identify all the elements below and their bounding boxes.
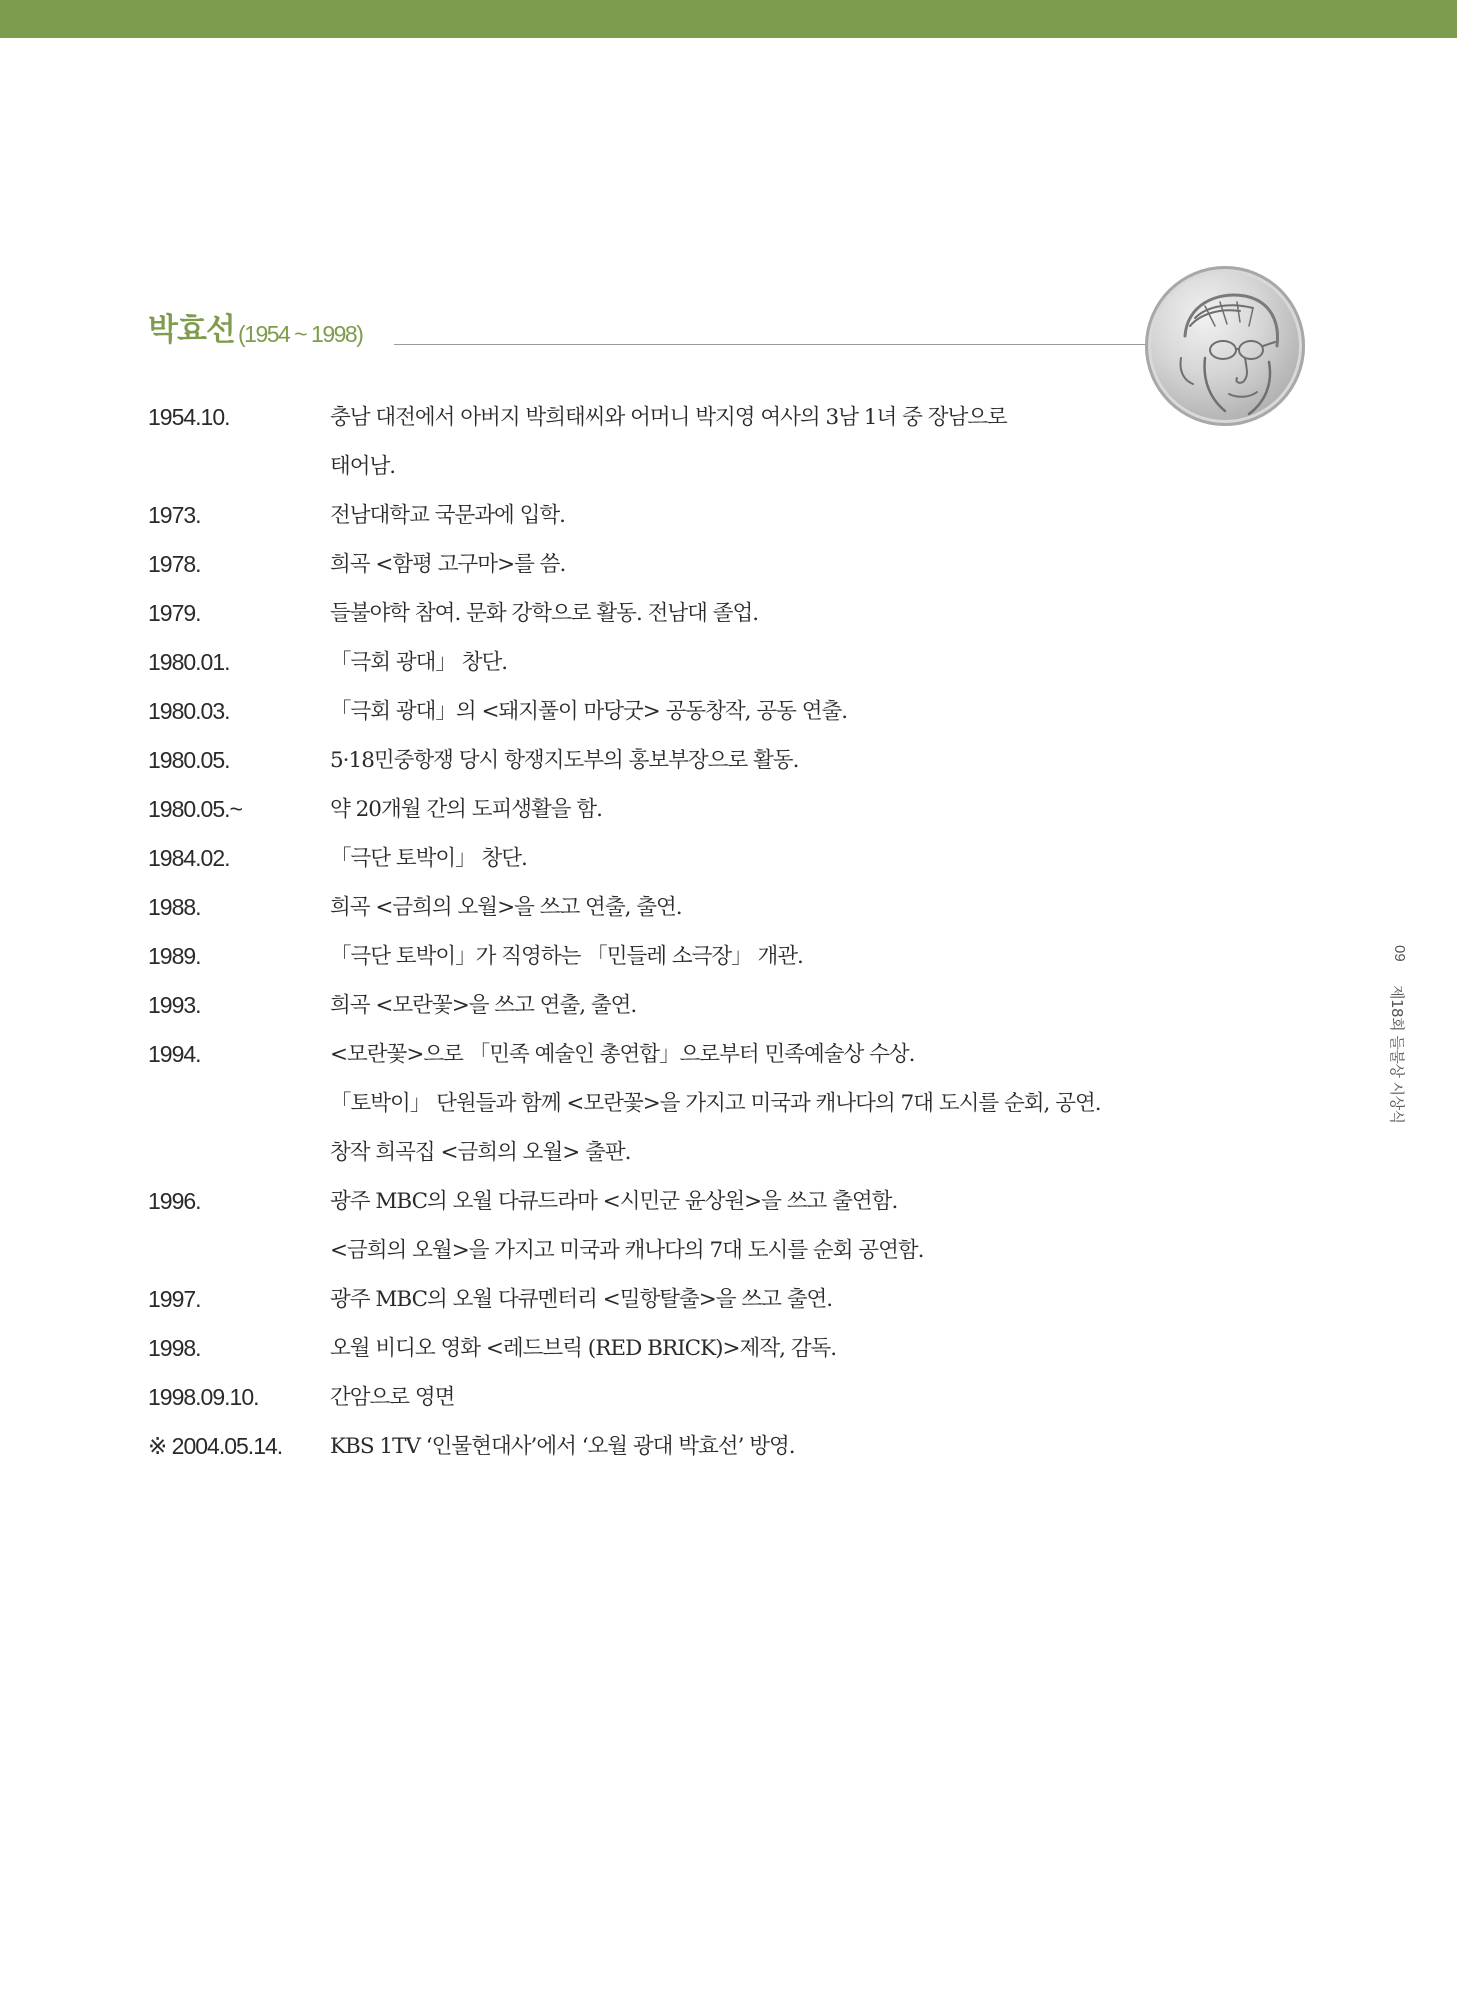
entry-line: 창작 희곡집 <금희의 오월> 출판. bbox=[330, 1140, 631, 1165]
entry-text bbox=[330, 834, 1198, 883]
entry-date: 1984.02. bbox=[148, 845, 230, 871]
timeline-entry bbox=[148, 393, 1198, 491]
entry-line: 들불야학 참여. 문화 강학으로 활동. 전남대 졸업. bbox=[330, 601, 759, 626]
entry-date: 1988. bbox=[148, 894, 201, 920]
side-running-header bbox=[1386, 945, 1416, 1155]
entry-text bbox=[330, 638, 1198, 687]
entry-line: 전남대학교 국문과에 입학. bbox=[330, 503, 565, 528]
entry-date: 1978. bbox=[148, 551, 201, 577]
timeline-entry bbox=[148, 736, 1198, 785]
entry-text bbox=[330, 1030, 1198, 1177]
entry-text bbox=[330, 1177, 1198, 1275]
entry-text bbox=[330, 981, 1198, 1030]
entry-date: 1998.09.10. bbox=[148, 1384, 259, 1410]
entry-line: 「극단 토박이」가 직영하는 「민들레 소극장」 개관. bbox=[330, 944, 803, 969]
timeline-entry bbox=[148, 883, 1198, 932]
entry-text bbox=[330, 540, 1198, 589]
running-title: 제18회 들불상 시상식 bbox=[1388, 985, 1406, 1124]
timeline-entry bbox=[148, 1030, 1198, 1177]
entry-line: 「극회 광대」 창단. bbox=[330, 650, 508, 675]
life-years: (1954 ~ 1998) bbox=[238, 321, 363, 347]
entry-date: 1980.03. bbox=[148, 698, 230, 724]
entry-line: 약 20개월 간의 도피생활을 함. bbox=[330, 797, 602, 822]
entry-line: 광주 MBC의 오월 다큐멘터리 <밀항탈출>을 쓰고 출연. bbox=[330, 1287, 833, 1312]
entry-line: 「극회 광대」의 <돼지풀이 마당굿> 공동창작, 공동 연출. bbox=[330, 699, 848, 724]
entry-text bbox=[330, 932, 1198, 981]
entry-line: 간암으로 영면 bbox=[330, 1385, 455, 1410]
entry-line: 희곡 <함평 고구마>를 씀. bbox=[330, 552, 566, 577]
entry-line: 태어남. bbox=[330, 454, 396, 479]
entry-text bbox=[330, 687, 1198, 736]
timeline-entry bbox=[148, 785, 1198, 834]
entry-date: 1989. bbox=[148, 943, 201, 969]
timeline-entry bbox=[148, 589, 1198, 638]
entry-line: 충남 대전에서 아버지 박희태씨와 어머니 박지영 여사의 3남 1녀 중 장남으로 bbox=[330, 405, 1007, 430]
entry-text bbox=[330, 1373, 1198, 1422]
person-name: 박효선 bbox=[148, 312, 235, 348]
entry-line: KBS 1TV ‘인물현대사’에서 ‘오월 광대 박효선’ 방영. bbox=[330, 1434, 795, 1459]
entry-date: 1993. bbox=[148, 992, 201, 1018]
entry-text bbox=[330, 491, 1198, 540]
top-color-bar bbox=[0, 0, 1457, 38]
entry-date: 1980.05. bbox=[148, 747, 230, 773]
timeline-entry bbox=[148, 1275, 1198, 1324]
page-number: 09 bbox=[1391, 945, 1408, 962]
entry-text bbox=[330, 883, 1198, 932]
timeline-entry bbox=[148, 1373, 1198, 1422]
entry-line: <금희의 오월>을 가지고 미국과 캐나다의 7대 도시를 순회 공연함. bbox=[330, 1238, 924, 1263]
entry-line: 희곡 <모란꽃>을 쓰고 연출, 출연. bbox=[330, 993, 637, 1018]
section-header bbox=[148, 308, 1158, 358]
entry-line: 5·18민중항쟁 당시 항쟁지도부의 홍보부장으로 활동. bbox=[330, 748, 799, 773]
entry-text bbox=[330, 393, 1198, 491]
timeline-entry bbox=[148, 540, 1198, 589]
entry-date: 1973. bbox=[148, 502, 201, 528]
entry-text bbox=[330, 736, 1198, 785]
entry-text bbox=[330, 785, 1198, 834]
timeline-entry bbox=[148, 932, 1198, 981]
timeline-entry bbox=[148, 981, 1198, 1030]
timeline-entry bbox=[148, 1324, 1198, 1373]
entry-line: 오월 비디오 영화 <레드브릭 (RED BRICK)>제작, 감독. bbox=[330, 1336, 837, 1361]
entry-date: 1997. bbox=[148, 1286, 201, 1312]
entry-line: 희곡 <금희의 오월>을 쓰고 연출, 출연. bbox=[330, 895, 682, 920]
timeline-entry bbox=[148, 834, 1198, 883]
timeline-entry bbox=[148, 1422, 1198, 1471]
entry-date: 1998. bbox=[148, 1335, 201, 1361]
entry-text bbox=[330, 589, 1198, 638]
entry-date: 1954.10. bbox=[148, 404, 230, 430]
entry-text bbox=[330, 1422, 1198, 1471]
entry-date: 1979. bbox=[148, 600, 201, 626]
entry-date: 1980.01. bbox=[148, 649, 230, 675]
entry-line: <모란꽃>으로 「민족 예술인 총연합」으로부터 민족예술상 수상. bbox=[330, 1042, 915, 1067]
timeline-entry bbox=[148, 1177, 1198, 1275]
timeline-entry bbox=[148, 687, 1198, 736]
entry-date: 1994. bbox=[148, 1041, 201, 1067]
entry-date: ※ 2004.05.14. bbox=[148, 1433, 283, 1459]
entry-text bbox=[330, 1275, 1198, 1324]
entry-text bbox=[330, 1324, 1198, 1373]
entry-date: 1996. bbox=[148, 1188, 201, 1214]
timeline-entry bbox=[148, 491, 1198, 540]
entry-date: 1980.05.~ bbox=[148, 796, 242, 822]
biography-timeline bbox=[148, 393, 1198, 1471]
timeline-entry bbox=[148, 638, 1198, 687]
entry-line: 광주 MBC의 오월 다큐드라마 <시민군 윤상원>을 쓰고 출연함. bbox=[330, 1189, 898, 1214]
entry-line: 「토박이」 단원들과 함께 <모란꽃>을 가지고 미국과 캐나다의 7대 도시를 순회, 공연. bbox=[330, 1091, 1101, 1116]
entry-line: 「극단 토박이」 창단. bbox=[330, 846, 527, 871]
